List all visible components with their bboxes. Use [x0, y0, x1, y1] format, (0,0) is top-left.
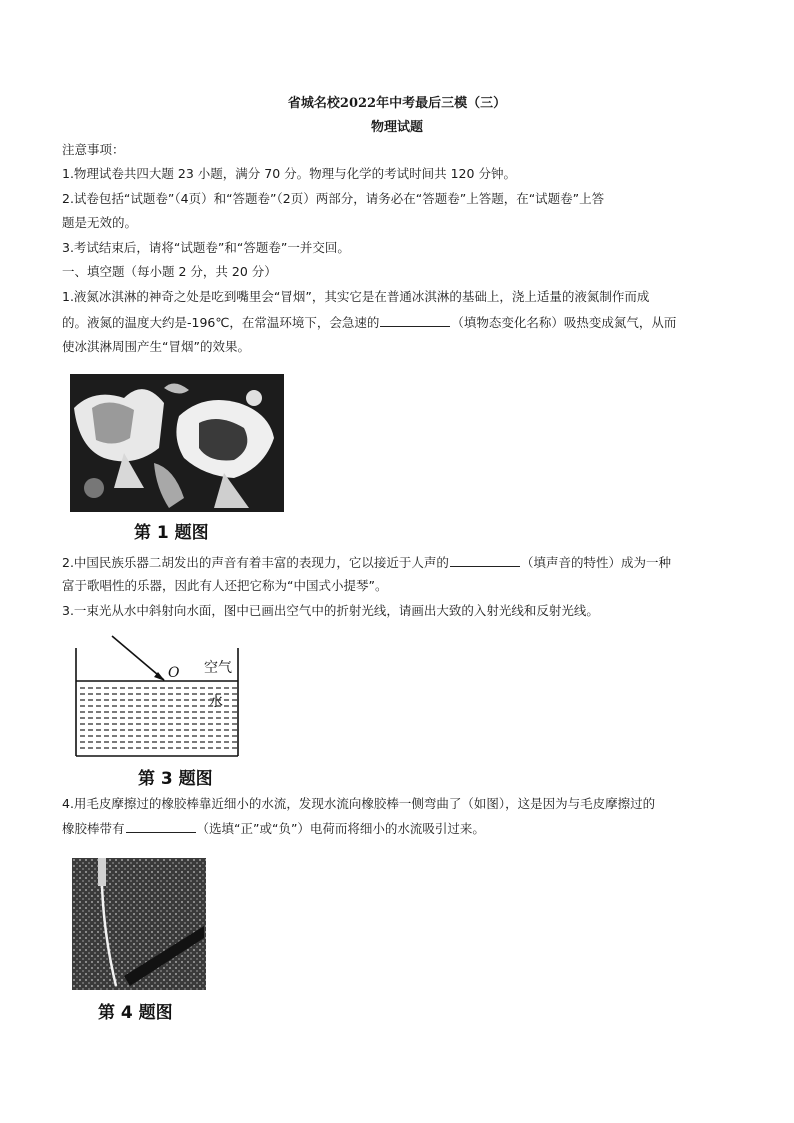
question-4-line-1: 4.用毛皮摩擦过的橡胶棒靠近细小的水流，发现水流向橡胶棒一侧弯曲了（如图），这是因为与毛皮摩擦过的: [62, 796, 656, 811]
note-item-1: 1.物理试卷共四大题 23 小题，满分 70 分。物理与化学的考试时间共 120 分钟。: [62, 166, 516, 181]
question-1-line-3: 使冰淇淋周围产生“冒烟”的效果。: [62, 339, 250, 354]
exam-title: 省城名校2022年中考最后三模（三）: [287, 96, 507, 111]
question-4-text-a: 橡胶棒带有: [62, 821, 125, 836]
figure-4-caption: 第 4 题图: [98, 1003, 173, 1023]
refraction-diagram: [66, 628, 248, 760]
figure-1-caption: 第 1 题图: [134, 523, 209, 543]
point-o-label: O: [168, 665, 180, 681]
answer-blank-2[interactable]: [450, 553, 520, 567]
question-1-text-b: （填物态变化名称）吸热变成氮气，从而: [451, 315, 677, 330]
refracted-ray: [112, 636, 164, 680]
exam-subtitle: 物理试题: [370, 120, 423, 135]
notes-heading: 注意事项：: [62, 142, 125, 157]
faucet-nozzle: [98, 858, 106, 886]
note-item-2-line-1: 2.试卷包括“试题卷”（4页）和“答题卷”（2页）两部分，请务必在“答题卷”上答题，在“试题卷”上答: [62, 191, 605, 206]
answer-blank-4[interactable]: [126, 819, 196, 833]
section-heading: 一、填空题（每小题 2 分，共 20 分）: [62, 264, 277, 279]
question-1-line-1: 1.液氮冰淇淋的神奇之处是吃到嘴里会“冒烟”，其实它是在普通冰淇淋的基础上，浇上适量的液氮制作而成: [62, 289, 650, 304]
note-item-2-line-2: 题是无效的。: [62, 215, 138, 230]
question-2-line-1: [62, 553, 742, 572]
figure-3: [66, 628, 248, 788]
question-2-text-b: （填声音的特性）成为一种: [520, 555, 671, 570]
question-3-line-1: 3.一束光从水中斜射向水面，图中已画出空气中的折射光线，请画出大致的入射光线和反射光线。: [62, 603, 599, 618]
figure-1: [64, 368, 290, 544]
question-4-text-b: （选填“正”或“负”）电荷而将细小的水流吸引过来。: [196, 821, 485, 836]
question-1-line-2: [62, 313, 742, 332]
note-item-3: 3.考试结束后，请将“试题卷”和“答题卷”一并交回。: [62, 240, 350, 255]
figure-4: [64, 856, 212, 1024]
answer-blank-1[interactable]: [380, 313, 450, 327]
question-4-line-2: [62, 819, 742, 838]
question-1-text-a: 的。液氮的温度大约是-196℃，在常温环境下，会急速的: [62, 315, 380, 330]
air-label: 空气: [204, 660, 232, 676]
water-label: 水: [209, 694, 223, 710]
figure-3-caption: 第 3 题图: [138, 769, 213, 789]
water-stream-photo: [64, 856, 212, 992]
question-2-text-a: 2.中国民族乐器二胡发出的声音有着丰富的表现力，它以接近于人声的: [62, 555, 449, 570]
question-2-line-2: 富于歌唱性的乐器，因此有人还把它称为“中国式小提琴”。: [62, 578, 388, 593]
